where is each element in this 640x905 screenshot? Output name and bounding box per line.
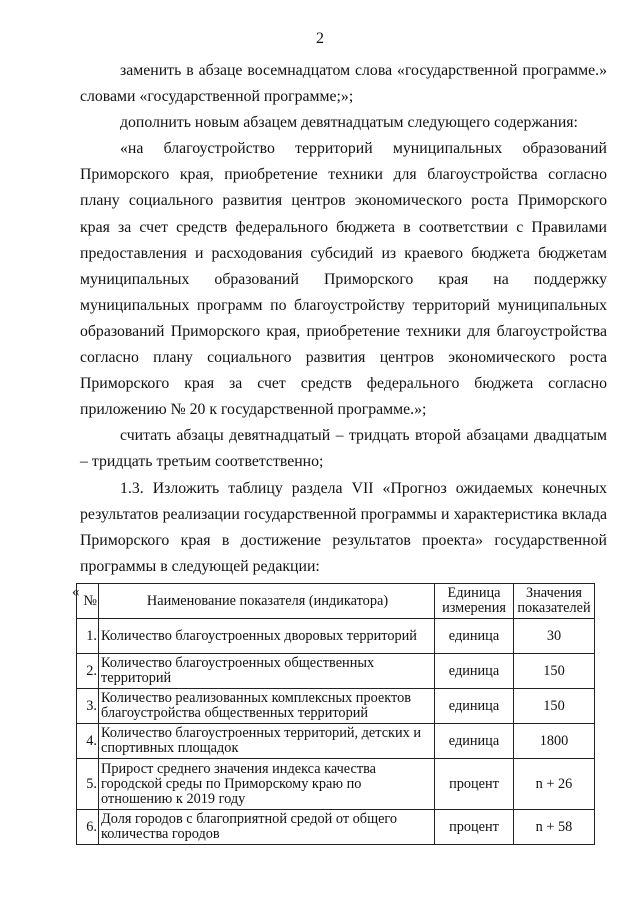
table-row	[77, 810, 595, 845]
row-num: 2.	[77, 654, 99, 689]
row-name: Количество реализованных комплексных проектов благоустройства общественных территорий	[99, 689, 435, 724]
row-value: 150	[514, 654, 595, 689]
row-num: 1.	[77, 619, 99, 654]
header-unit: Единица измерения	[435, 584, 514, 619]
row-name: Прирост среднего значения индекса качества городской среды по Приморскому краю по отношению к 2019 году	[99, 759, 435, 810]
indicators-table-wrapper	[72, 583, 595, 845]
paragraph: считать абзацы девятнадцатый – тридцать второй абзацами двадцатым – тридцать третьим соответственно;	[80, 427, 607, 471]
table-row	[77, 619, 595, 654]
header-name: Наименование показателя (индикатора)	[99, 584, 435, 619]
table-row	[77, 759, 595, 810]
header-value: Значения показателей	[514, 584, 595, 619]
header-num: №	[77, 584, 99, 619]
row-unit: единица	[435, 619, 514, 654]
row-unit: процент	[435, 810, 514, 845]
row-name: Доля городов с благоприятной средой от общего количества городов	[99, 810, 435, 845]
row-unit: единица	[435, 689, 514, 724]
row-unit: единица	[435, 724, 514, 759]
document-body	[80, 58, 607, 580]
table-open-quote: «	[72, 584, 80, 600]
paragraph: заменить в абзаце восемнадцатом слова «государственной программе.» словами «государственной программе;»;	[80, 62, 607, 106]
table-row	[77, 654, 595, 689]
table-header-row	[77, 584, 595, 619]
row-num: 4.	[77, 724, 99, 759]
paragraph: 1.3. Изложить таблицу раздела VII «Прогноз ожидаемых конечных результатов реализации государственной программы и характеристика вклада Приморского края в достижение результатов проекта» государственной программы в следующей редакции:	[80, 479, 607, 575]
row-value: n + 58	[514, 810, 595, 845]
row-name: Количество благоустроенных общественных территорий	[99, 654, 435, 689]
table-row	[77, 724, 595, 759]
row-value: 30	[514, 619, 595, 654]
paragraph: «на благоустройство территорий муниципальных образований Приморского края, приобретение техники для благоустройства согласно плану социального развития центров экономического роста Приморского края за счет средств федерального бюджета в соответствии с Правилами предоставления и расходования субсидий из краевого бюджета бюджетам муниципальных образований Приморского края на поддержку муниципальных программ по благоустройству территорий муниципальных образований Приморского края, приобретение техники для благоустройства согласно плану социального развития центров экономического роста Приморского края за счет средств федерального бюджета согласно приложению № 20 к государственной программе.»;	[80, 140, 607, 419]
row-value: 150	[514, 689, 595, 724]
row-value: 1800	[514, 724, 595, 759]
table-row	[77, 689, 595, 724]
indicators-table	[76, 583, 595, 845]
row-num: 6.	[77, 810, 99, 845]
paragraph: дополнить новым абзацем девятнадцатым следующего содержания:	[120, 114, 578, 132]
row-unit: процент	[435, 759, 514, 810]
row-num: 5.	[77, 759, 99, 810]
row-unit: единица	[435, 654, 514, 689]
row-name: Количество благоустроенных дворовых территорий	[99, 619, 435, 654]
page-number: 2	[316, 30, 324, 47]
row-value: n + 26	[514, 759, 595, 810]
row-name: Количество благоустроенных территорий, детских и спортивных площадок	[99, 724, 435, 759]
row-num: 3.	[77, 689, 99, 724]
